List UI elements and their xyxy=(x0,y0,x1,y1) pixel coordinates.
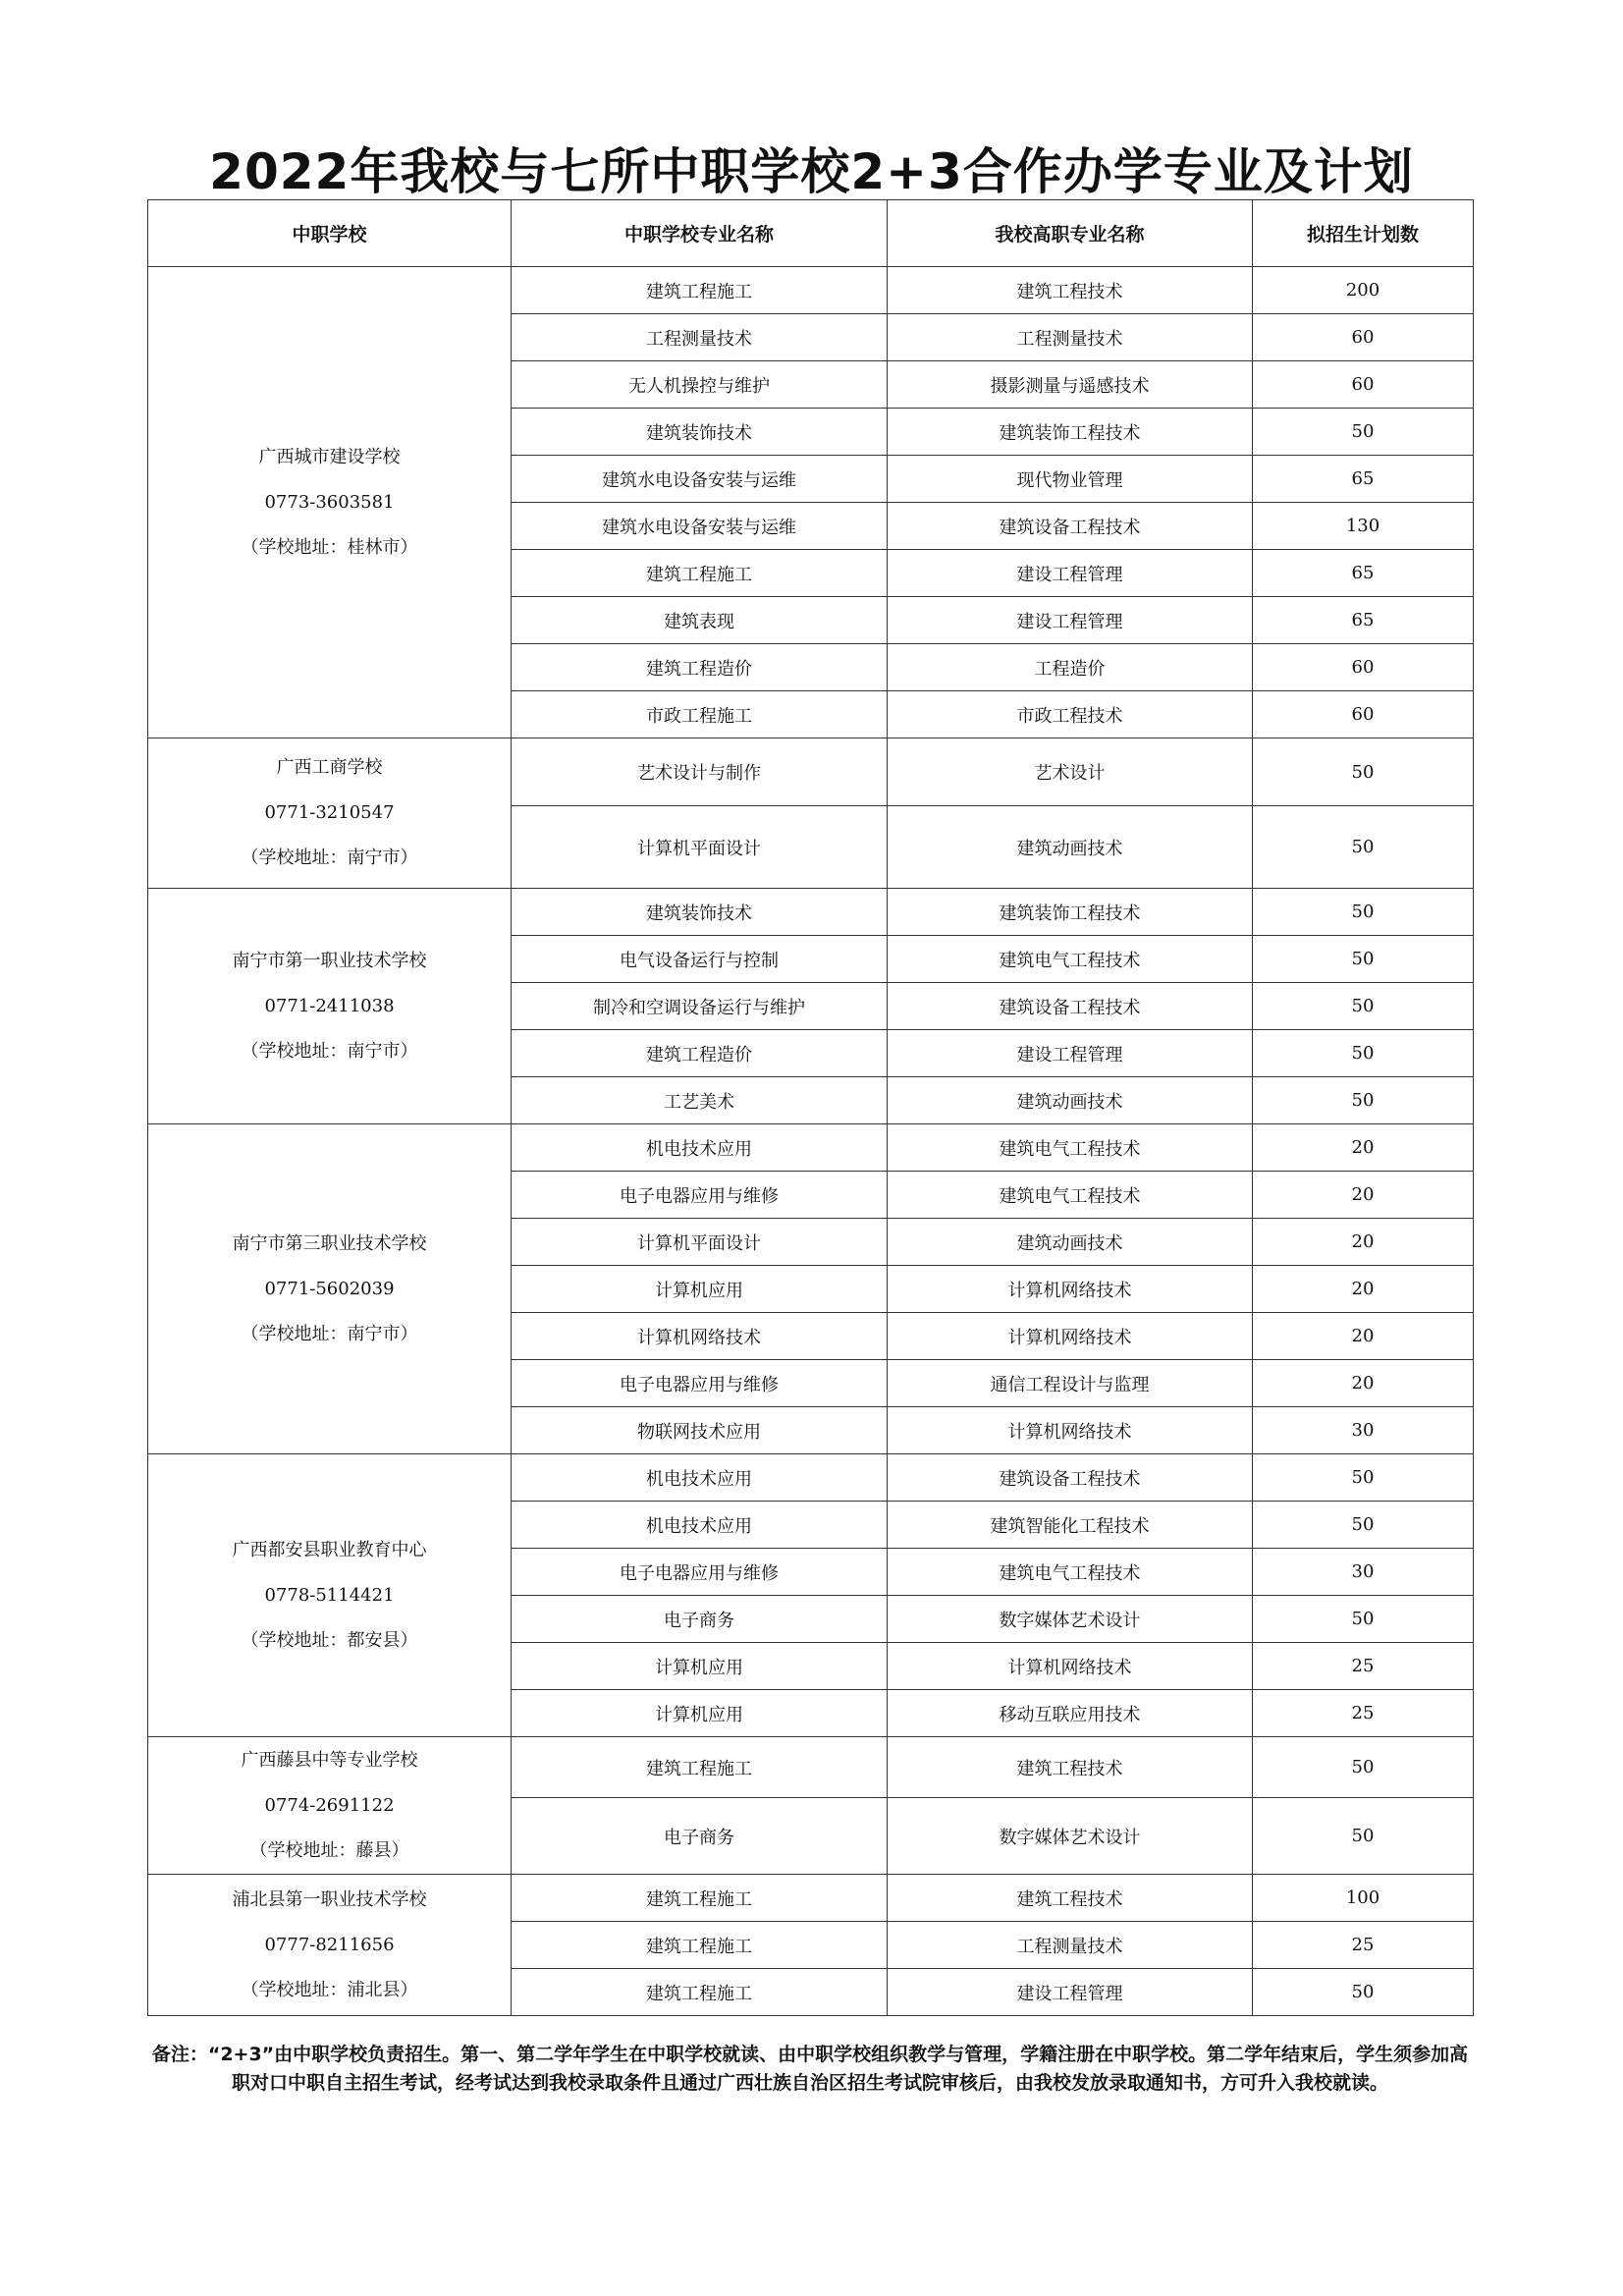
plan-count-cell: 65 xyxy=(1253,597,1474,644)
secondary-major-cell: 电子商务 xyxy=(512,1798,888,1875)
table-header-row xyxy=(148,200,1474,267)
plan-count-cell: 50 xyxy=(1253,1798,1474,1875)
college-major-cell: 建筑工程技术 xyxy=(888,1875,1253,1922)
header-plan-count: 拟招生计划数 xyxy=(1253,200,1474,267)
school-cell xyxy=(148,889,512,1124)
table-row xyxy=(148,1875,1474,1922)
secondary-major-cell: 建筑工程施工 xyxy=(512,1737,888,1798)
secondary-major-cell: 制冷和空调设备运行与维护 xyxy=(512,983,888,1030)
secondary-major-cell: 建筑装饰技术 xyxy=(512,889,888,936)
secondary-major-cell: 电子电器应用与维修 xyxy=(512,1549,888,1596)
school-address: （学校地址：都安县） xyxy=(241,1629,418,1651)
college-major-cell: 建筑动画技术 xyxy=(888,1077,1253,1124)
secondary-major-cell: 机电技术应用 xyxy=(512,1502,888,1549)
college-major-cell: 建筑设备工程技术 xyxy=(888,503,1253,550)
college-major-cell: 计算机网络技术 xyxy=(888,1313,1253,1360)
plan-count-cell: 50 xyxy=(1253,806,1474,889)
school-address: （学校地址：桂林市） xyxy=(241,536,418,558)
page-title: 2022年我校与七所中职学校2+3合作办学专业及计划 xyxy=(209,143,1414,200)
school-address: （学校地址：南宁市） xyxy=(241,1323,418,1344)
secondary-major-cell: 电气设备运行与控制 xyxy=(512,936,888,983)
plan-count-cell: 50 xyxy=(1253,983,1474,1030)
plan-count-cell: 20 xyxy=(1253,1360,1474,1407)
college-major-cell: 市政工程技术 xyxy=(888,691,1253,738)
school-phone: 0771-3210547 xyxy=(264,802,395,823)
college-major-cell: 建设工程管理 xyxy=(888,597,1253,644)
table-row xyxy=(148,1124,1474,1172)
school-phone: 0774-2691122 xyxy=(264,1794,395,1816)
secondary-major-cell: 建筑工程施工 xyxy=(512,1875,888,1922)
plan-count-cell: 25 xyxy=(1253,1690,1474,1737)
table-row xyxy=(148,1454,1474,1502)
school-name: 浦北县第一职业技术学校 xyxy=(232,1888,427,1910)
plan-count-cell: 50 xyxy=(1253,1596,1474,1643)
secondary-major-cell: 计算机应用 xyxy=(512,1643,888,1690)
school-cell xyxy=(148,1454,512,1737)
college-major-cell: 移动互联应用技术 xyxy=(888,1690,1253,1737)
plan-count-cell: 60 xyxy=(1253,314,1474,361)
secondary-major-cell: 计算机平面设计 xyxy=(512,1219,888,1266)
college-major-cell: 现代物业管理 xyxy=(888,456,1253,503)
college-major-cell: 建筑电气工程技术 xyxy=(888,936,1253,983)
school-phone: 0771-5602039 xyxy=(264,1278,395,1299)
school-cell xyxy=(148,738,512,889)
college-major-cell: 计算机网络技术 xyxy=(888,1266,1253,1313)
college-major-cell: 建设工程管理 xyxy=(888,1969,1253,2016)
plan-count-cell: 20 xyxy=(1253,1313,1474,1360)
college-major-cell: 数字媒体艺术设计 xyxy=(888,1596,1253,1643)
school-address: （学校地址：南宁市） xyxy=(241,847,418,868)
plan-table xyxy=(147,199,1474,2016)
school-phone: 0777-8211656 xyxy=(264,1934,395,1955)
secondary-major-cell: 建筑水电设备安装与运维 xyxy=(512,503,888,550)
plan-count-cell: 50 xyxy=(1253,1454,1474,1502)
secondary-major-cell: 艺术设计与制作 xyxy=(512,738,888,806)
college-major-cell: 建筑电气工程技术 xyxy=(888,1549,1253,1596)
secondary-major-cell: 电子电器应用与维修 xyxy=(512,1360,888,1407)
secondary-major-cell: 建筑工程施工 xyxy=(512,550,888,597)
plan-count-cell: 30 xyxy=(1253,1549,1474,1596)
secondary-major-cell: 无人机操控与维护 xyxy=(512,361,888,409)
college-major-cell: 建筑装饰工程技术 xyxy=(888,889,1253,936)
college-major-cell: 通信工程设计与监理 xyxy=(888,1360,1253,1407)
secondary-major-cell: 电子电器应用与维修 xyxy=(512,1172,888,1219)
plan-count-cell: 50 xyxy=(1253,738,1474,806)
school-address: （学校地址：浦北县） xyxy=(241,1979,418,2000)
secondary-major-cell: 机电技术应用 xyxy=(512,1124,888,1172)
school-phone: 0773-3603581 xyxy=(264,491,395,513)
secondary-major-cell: 建筑表现 xyxy=(512,597,888,644)
school-cell xyxy=(148,1875,512,2016)
school-cell xyxy=(148,267,512,738)
plan-count-cell: 20 xyxy=(1253,1172,1474,1219)
header-secondary-major: 中职学校专业名称 xyxy=(512,200,888,267)
college-major-cell: 计算机网络技术 xyxy=(888,1407,1253,1454)
secondary-major-cell: 建筑工程造价 xyxy=(512,644,888,691)
table-row xyxy=(148,1737,1474,1798)
plan-count-cell: 50 xyxy=(1253,1077,1474,1124)
secondary-major-cell: 计算机应用 xyxy=(512,1266,888,1313)
college-major-cell: 艺术设计 xyxy=(888,738,1253,806)
school-phone: 0778-5114421 xyxy=(264,1584,395,1606)
plan-count-cell: 50 xyxy=(1253,409,1474,456)
plan-count-cell: 130 xyxy=(1253,503,1474,550)
secondary-major-cell: 市政工程施工 xyxy=(512,691,888,738)
plan-count-cell: 65 xyxy=(1253,550,1474,597)
college-major-cell: 建筑设备工程技术 xyxy=(888,983,1253,1030)
table-row xyxy=(148,267,1474,314)
footnote: 备注：“2+3”由中职学校负责招生。第一、第二学年学生在中职学校就读、由中职学校组织教学与管理，学籍注册在中职学校。第二学年结束后，学生须参加高职对口中职自主招生考试，经考试达到我校录取条件且通过广西壮族自治区招生考试院审核后，由我校发放录取通知书，方可升入我校就读。 xyxy=(151,2044,1469,2094)
table-row xyxy=(148,738,1474,806)
college-major-cell: 建筑设备工程技术 xyxy=(888,1454,1253,1502)
plan-count-cell: 20 xyxy=(1253,1219,1474,1266)
school-address: （学校地址：藤县） xyxy=(249,1839,409,1861)
plan-count-cell: 200 xyxy=(1253,267,1474,314)
secondary-major-cell: 建筑工程造价 xyxy=(512,1030,888,1077)
college-major-cell: 建筑电气工程技术 xyxy=(888,1124,1253,1172)
plan-count-cell: 60 xyxy=(1253,644,1474,691)
college-major-cell: 工程测量技术 xyxy=(888,1922,1253,1969)
school-name: 广西藤县中等专业学校 xyxy=(241,1749,418,1771)
secondary-major-cell: 建筑水电设备安装与运维 xyxy=(512,456,888,503)
secondary-major-cell: 工艺美术 xyxy=(512,1077,888,1124)
secondary-major-cell: 建筑装饰技术 xyxy=(512,409,888,456)
plan-count-cell: 25 xyxy=(1253,1643,1474,1690)
plan-count-cell: 20 xyxy=(1253,1124,1474,1172)
secondary-major-cell: 计算机平面设计 xyxy=(512,806,888,889)
college-major-cell: 建筑动画技术 xyxy=(888,806,1253,889)
college-major-cell: 计算机网络技术 xyxy=(888,1643,1253,1690)
college-major-cell: 建筑智能化工程技术 xyxy=(888,1502,1253,1549)
plan-count-cell: 50 xyxy=(1253,1030,1474,1077)
secondary-major-cell: 计算机应用 xyxy=(512,1690,888,1737)
plan-count-cell: 65 xyxy=(1253,456,1474,503)
college-major-cell: 摄影测量与遥感技术 xyxy=(888,361,1253,409)
secondary-major-cell: 建筑工程施工 xyxy=(512,267,888,314)
plan-count-cell: 60 xyxy=(1253,361,1474,409)
plan-count-cell: 30 xyxy=(1253,1407,1474,1454)
table-row xyxy=(148,889,1474,936)
secondary-major-cell: 计算机网络技术 xyxy=(512,1313,888,1360)
school-name: 广西都安县职业教育中心 xyxy=(232,1539,427,1560)
college-major-cell: 建筑动画技术 xyxy=(888,1219,1253,1266)
school-cell xyxy=(148,1737,512,1875)
plan-count-cell: 50 xyxy=(1253,1737,1474,1798)
plan-count-cell: 25 xyxy=(1253,1922,1474,1969)
school-phone: 0771-2411038 xyxy=(264,995,395,1016)
college-major-cell: 建设工程管理 xyxy=(888,550,1253,597)
plan-count-cell: 60 xyxy=(1253,691,1474,738)
college-major-cell: 建筑工程技术 xyxy=(888,267,1253,314)
college-major-cell: 建筑装饰工程技术 xyxy=(888,409,1253,456)
school-name: 南宁市第一职业技术学校 xyxy=(232,950,427,971)
header-college-major: 我校高职专业名称 xyxy=(888,200,1253,267)
plan-count-cell: 20 xyxy=(1253,1266,1474,1313)
secondary-major-cell: 电子商务 xyxy=(512,1596,888,1643)
school-name: 南宁市第三职业技术学校 xyxy=(232,1232,427,1254)
secondary-major-cell: 物联网技术应用 xyxy=(512,1407,888,1454)
secondary-major-cell: 建筑工程施工 xyxy=(512,1969,888,2016)
school-name: 广西工商学校 xyxy=(276,757,383,778)
plan-count-cell: 100 xyxy=(1253,1875,1474,1922)
school-address: （学校地址：南宁市） xyxy=(241,1040,418,1062)
plan-count-cell: 50 xyxy=(1253,1969,1474,2016)
plan-count-cell: 50 xyxy=(1253,1502,1474,1549)
header-school: 中职学校 xyxy=(148,200,512,267)
school-cell xyxy=(148,1124,512,1454)
college-major-cell: 数字媒体艺术设计 xyxy=(888,1798,1253,1875)
college-major-cell: 工程测量技术 xyxy=(888,314,1253,361)
plan-count-cell: 50 xyxy=(1253,936,1474,983)
secondary-major-cell: 建筑工程施工 xyxy=(512,1922,888,1969)
college-major-cell: 工程造价 xyxy=(888,644,1253,691)
college-major-cell: 建筑工程技术 xyxy=(888,1737,1253,1798)
secondary-major-cell: 工程测量技术 xyxy=(512,314,888,361)
plan-count-cell: 50 xyxy=(1253,889,1474,936)
college-major-cell: 建筑电气工程技术 xyxy=(888,1172,1253,1219)
school-name: 广西城市建设学校 xyxy=(258,446,401,467)
college-major-cell: 建设工程管理 xyxy=(888,1030,1253,1077)
secondary-major-cell: 机电技术应用 xyxy=(512,1454,888,1502)
